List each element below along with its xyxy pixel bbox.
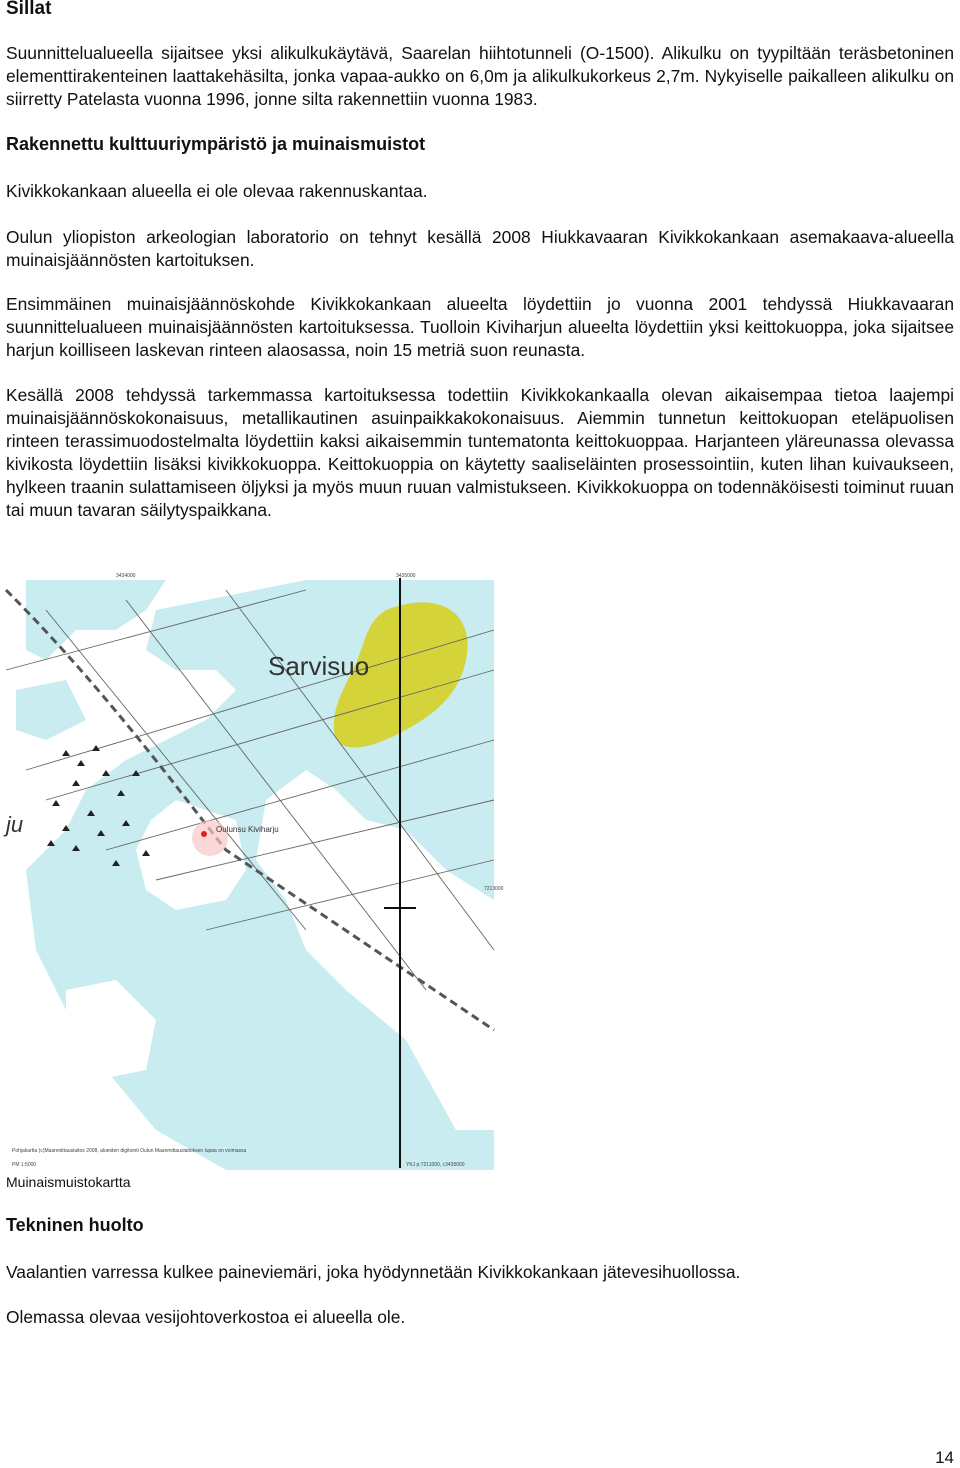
page-number: 14: [935, 1448, 954, 1467]
map-coord-side: 7213000: [484, 886, 504, 892]
map-coord-top-1: 3434000: [116, 573, 136, 579]
map-site-marker: [201, 831, 207, 837]
map-label-site: Oulunsu Kiviharju: [216, 825, 279, 834]
map-coord-top-2: 3435000: [396, 573, 416, 579]
map-scale-text: PM 1:5000: [12, 1162, 37, 1168]
map-label-sarvisuo: Sarvisuo: [268, 651, 370, 681]
map-caption: Muinaismuistokartta: [6, 1174, 131, 1190]
map-label-edge: ju: [6, 812, 24, 837]
heading-tekninen-huolto: Tekninen huolto: [6, 1215, 144, 1235]
map-corner-coord: YKJ p:7211000, i:3435000: [406, 1162, 465, 1168]
heading-kulttuuriymparisto: Rakennettu kulttuuriympäristö ja muinaismuistot: [6, 134, 426, 154]
muinaismuisto-map: [6, 570, 504, 1172]
paragraph-kartoitus-2008: Oulun yliopiston arkeologian laboratorio on tehnyt kesällä 2008 Hiukkavaaran Kivikkokankaan asemakaava-alueella muinaisjäännösten kartoituksen.: [6, 227, 954, 270]
paragraph-sillat: Suunnittelualueella sijaitsee yksi alikulkukäytävä, Saarelan hiihtotunneli (O-1500). Alikulku on tyypiltään teräsbetoninen elementtirakenteinen laattakehäsilta, jonka vapaa-aukko on 6,0m ja alikulkukorkeus 2,7m. Nykyiselle paikalleen alikulku on siirretty Patelasta vuonna 1996, jonne silta rakennettiin vuonna 1983.: [6, 43, 954, 109]
paragraph-paineviemari: Vaalantien varressa kulkee paineviemäri, joka hyödynnetään Kivikkokankaan jätevesihuollossa.: [6, 1262, 741, 1282]
paragraph-ensimmainen-kohde: Ensimmäinen muinaisjäännöskohde Kivikkokankaan alueelta löydettiin jo vuonna 2001 tehdyssä Hiukkavaaran suunnittelualueen muinaisjäännösten kartoituksessa. Tuolloin Kiviharjun alueelta löydettiin yksi keittokuoppa, joka sijaitsee harjun koilliseen laskevan rinteen alaosassa, noin 15 metriä suon reunasta.: [6, 294, 954, 360]
map-footer-text: Pohjakartta (c)Maanmittauslaitos 2008, alueiden digitointi Oulun Maanmittauslaitoksen lupaa on voimassa: [12, 1148, 247, 1154]
paragraph-vesijohto: Olemassa olevaa vesijohtoverkostoa ei alueella ole.: [6, 1307, 406, 1327]
paragraph-rakennuskanta: Kivikkokankaan alueella ei ole olevaa rakennuskantaa.: [6, 181, 428, 201]
heading-sillat: Sillat: [6, 0, 52, 19]
paragraph-kartoitus-tulokset: Kesällä 2008 tehdyssä tarkemmassa kartoituksessa todettiin Kivikkokankaalla olevan aikaisempaa tietoa laajempi muinaisjäännöskokonaisuus, metallikautinen asuinpaikkakokonaisuus. Aiemmin tunnetun keittokuopan eteläpuolisen rinteen terassimuodostelmalta löydettiin kaksi aikaisemmin tuntematonta keittokuoppaa. Harjanteen yläreunassa olevassa kivikosta löydettiin lisäksi kivikkokuoppa. Keittokuoppia on käytetty saaliseläinten prosessointiin, kuten lihan kuivaukseen, hylkeen traanin sulattamiseen öljyksi ja myös muun ruuan valmistukseen. Kivikkokuoppa on todennäköisesti toiminut ruuan tai muun tavaran säilytyspaikkana.: [6, 385, 954, 520]
